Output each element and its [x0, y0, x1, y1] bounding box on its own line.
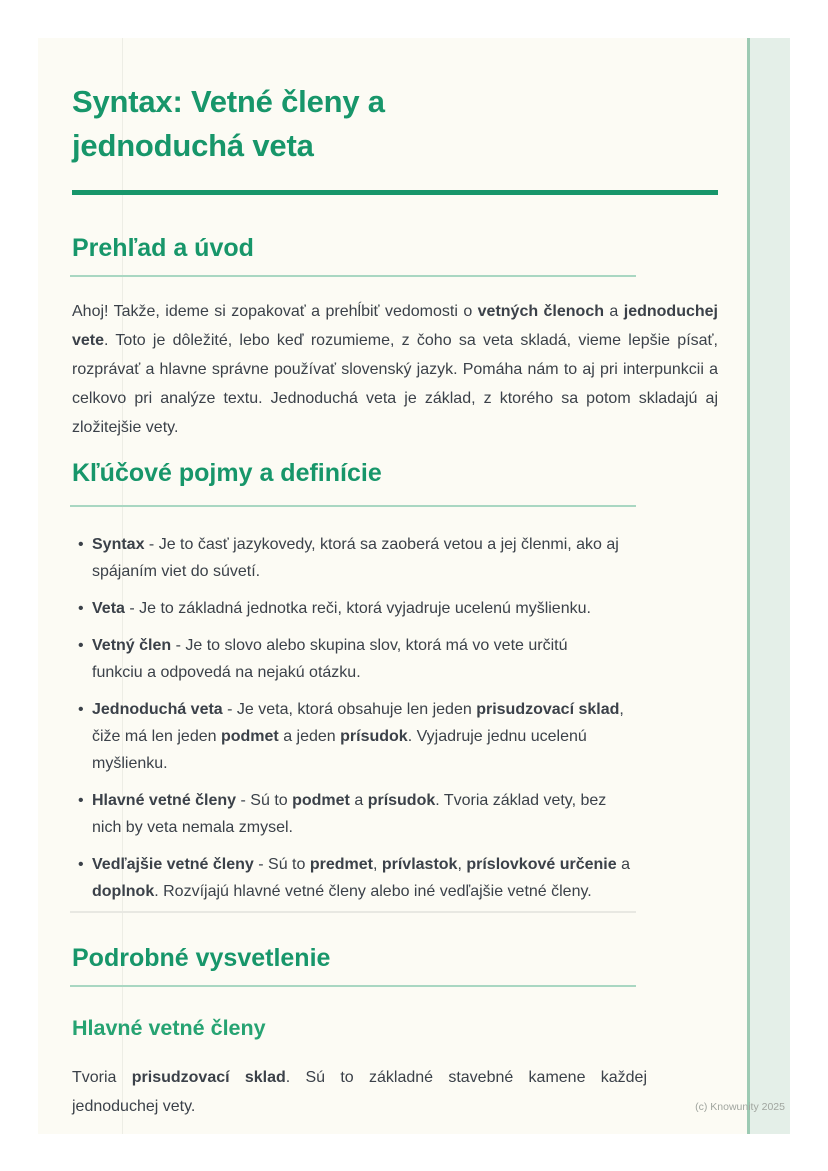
detail-paragraph: Tvoria prisudzovací sklad. Sú to základné stavebné kamene každej jednoduchej vety.	[72, 1069, 648, 1115]
overview-paragraph: Ahoj! Takže, ideme si zopakovať a prehĺbiť vedomosti o vetných členoch a jednoduchej vete. Toto je dôležité, lebo keď rozumieme, z čoho sa veta skladá, vieme lepšie písať, rozprávať a hlavne správne používať slovenský jazyk. Pomáha nám to aj pri interpunkcii a celkovo pri analýze textu. Jednoduchá veta je základ, z ktorého sa potom skladajú aj zložitejšie vety.	[72, 303, 718, 436]
title-rule	[72, 190, 718, 195]
section-underline-overview	[70, 275, 636, 277]
section-underline-key-terms	[70, 505, 636, 507]
page-title-line2: jednoduchá veta	[72, 128, 314, 163]
list-item: • Syntax - Je to časť jazykovedy, ktorá sa zaoberá vetou a jej členmi, ako aj spájaním viet do súvetí.	[92, 531, 718, 585]
list-item: • Vedľajšie vetné členy - Sú to predmet, prívlastok, príslovkové určenie a doplnok. Rozvíjajú hlavné vetné členy alebo iné vedľajšie vetné členy.	[92, 851, 718, 905]
document-page	[38, 38, 790, 1134]
list-item: • Hlavné vetné členy - Sú to podmet a prísudok. Tvoria základ vety, bez nich by veta nemala zmysel.	[92, 787, 718, 841]
section-divider	[70, 911, 636, 913]
page-title-line1: Syntax: Vetné členy a	[72, 84, 385, 119]
page-title	[72, 80, 718, 168]
section-heading-overview: Prehľad a úvod	[72, 234, 254, 262]
page-content	[38, 38, 790, 1121]
list-item: • Vetný člen - Je to slovo alebo skupina slov, ktorá má vo vete určitú funkciu a odpovedá na nejakú otázku.	[92, 632, 718, 686]
subsection-heading-main-members: Hlavné vetné členy	[72, 1016, 266, 1040]
section-heading-detail: Podrobné vysvetlenie	[72, 944, 331, 972]
copyright-footer: (c) Knowunity 2025	[695, 1101, 785, 1113]
section-underline-detail	[70, 985, 636, 987]
section-heading-key-terms: Kľúčové pojmy a definície	[72, 459, 382, 487]
key-terms-list	[72, 531, 718, 905]
list-item: • Jednoduchá veta - Je veta, ktorá obsahuje len jeden prisudzovací sklad, čiže má len jeden podmet a jeden prísudok. Vyjadruje jednu ucelenú myšlienku.	[92, 696, 718, 777]
list-item: • Veta - Je to základná jednotka reči, ktorá vyjadruje ucelenú myšlienku.	[92, 595, 718, 622]
